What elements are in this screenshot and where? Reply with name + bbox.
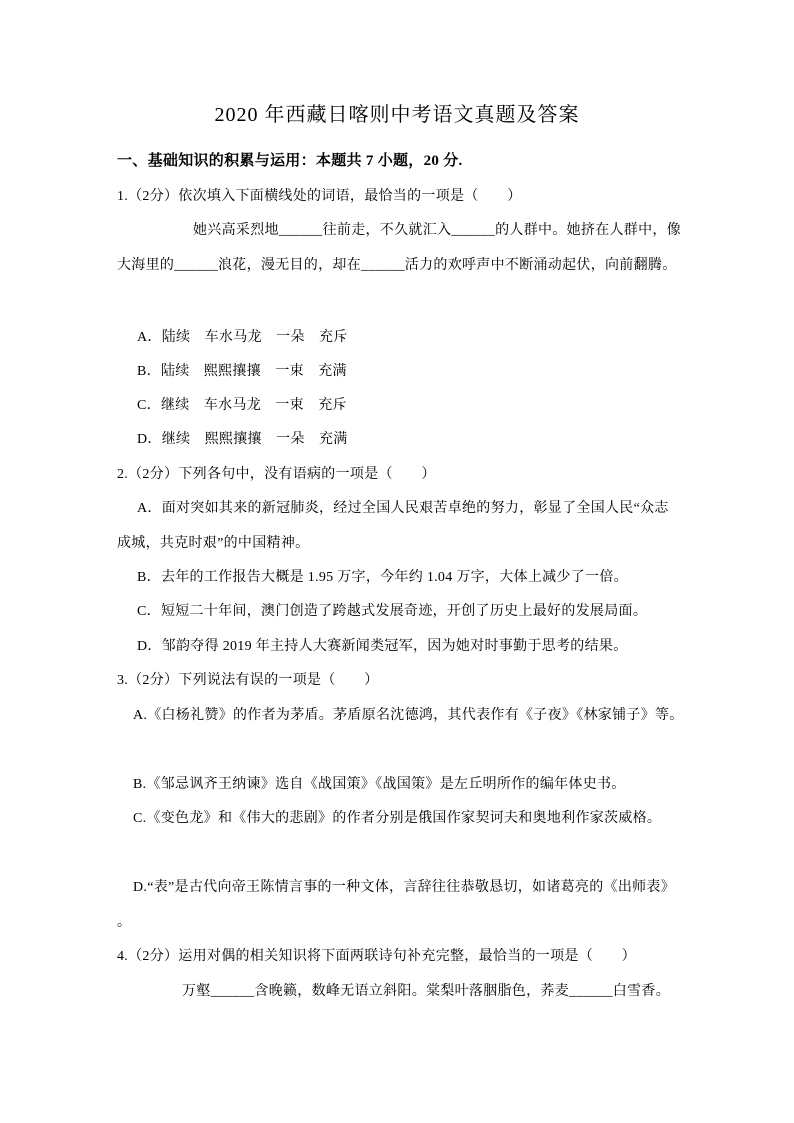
question-2-option-c: C．短短二十年间，澳门创造了跨越式发展奇迹，开创了历史上最好的发展局面。 [137, 604, 648, 619]
question-2-option-a-line-1: A．面对突如其来的新冠肺炎，经过全国人民艰苦卓绝的努力，彰显了全国人民“众志 [137, 501, 669, 516]
question-2-option-d: D．邹韵夺得 2019 年主持人大赛新闻类冠军，因为她对时事勤于思考的结果。 [137, 639, 628, 654]
question-1-option-a: A．陆续 车水马龙 一朵 充斥 [137, 330, 348, 345]
question-3-option-a: A.《白杨礼赞》的作者为茅盾。茅盾原名沈德鸿，其代表作有《子夜》《林家铺子》等。 [133, 708, 684, 723]
question-3-stem: 3.（2分）下列说法有误的一项是（ ） [117, 673, 379, 688]
question-1-option-d: D．继续 熙熙攘攘 一朵 充满 [137, 432, 348, 447]
question-3-option-c: C.《变色龙》和《伟大的悲剧》的作者分别是俄国作家契诃夫和奥地利作家茨威格。 [133, 811, 662, 826]
question-4-poem-line: 万壑______含晚籁，数峰无语立斜阳。棠梨叶落胭脂色，荞麦______白雪香。 [182, 984, 670, 999]
document-title: 2020 年西藏日喀则中考语文真题及答案 [214, 104, 580, 126]
question-4-stem: 4.（2分）运用对偶的相关知识将下面两联诗句补充完整，最恰当的一项是（ ） [117, 949, 636, 964]
question-1-option-c: C．继续 车水马龙 一束 充斥 [137, 398, 347, 413]
question-3-option-d-line-2: 。 [117, 915, 132, 930]
question-1-option-b: B．陆续 熙熙攘攘 一束 充满 [137, 364, 347, 379]
question-3-option-d-line-1: D.“表”是古代向帝王陈情言事的一种文体，言辞往往恭敬恳切，如诸葛亮的《出师表》 [133, 880, 676, 895]
question-2-option-a-line-2: 成城，共克时艰”的中国精神。 [117, 536, 310, 551]
question-3-option-b: B.《邹忌讽齐王纳谏》选自《战国策》《战国策》是左丘明所作的编年体史书。 [133, 777, 626, 792]
section-heading: 一、基础知识的积累与运用：本题共 7 小题，20 分. [117, 153, 463, 169]
question-1-passage-line-1: 她兴高采烈地______往前走，不久就汇入______的人群中。她挤在人群中，像 [193, 223, 681, 238]
question-2-stem: 2.（2分）下列各句中，没有语病的一项是（ ） [117, 467, 436, 482]
question-1-passage-line-2: 大海里的______浪花，漫无目的，却在______活力的欢呼声中不断涌动起伏，向前翻腾。 [117, 258, 677, 273]
question-2-option-b: B．去年的工作报告大概是 1.95 万字，今年约 1.04 万字，大体上减少了一倍。 [137, 570, 628, 585]
question-1-stem: 1.（2分）依次填入下面横线处的词语，最恰当的一项是（ ） [117, 189, 522, 204]
